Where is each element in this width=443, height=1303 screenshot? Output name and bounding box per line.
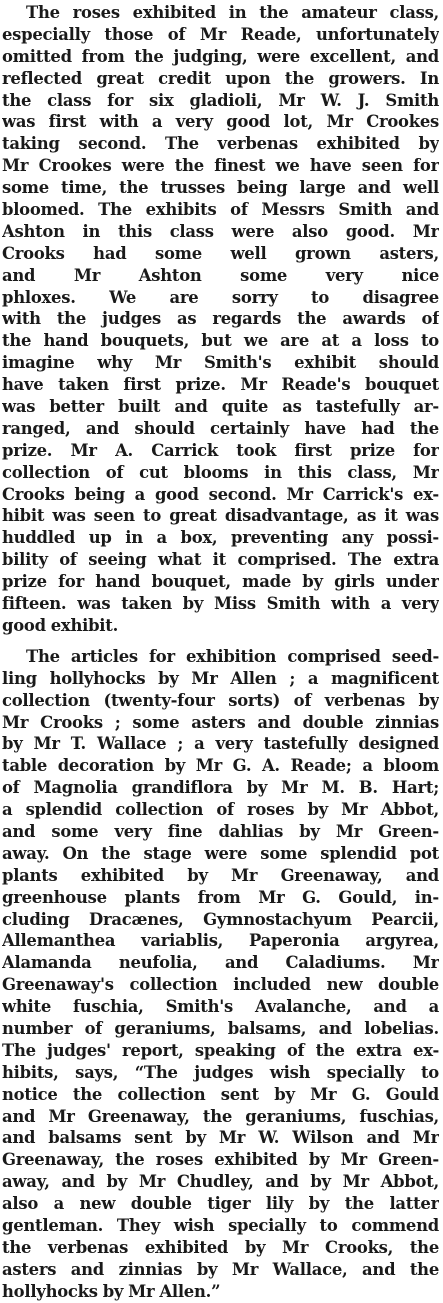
text-line: taking second. The verbenas exhibited by xyxy=(2,134,439,154)
text-line: prize. Mr A. Carrick took first prize for xyxy=(2,440,439,460)
text-line: omitted from the judging, were excellent, and xyxy=(2,46,439,66)
text-line: the class for six gladioli, Mr W. J. Smith xyxy=(2,90,439,110)
text-line: Mr Crooks ; some asters and double zinnias xyxy=(2,712,439,732)
text-line: Crooks being a good second. Mr Carrick's ex- xyxy=(2,484,439,504)
text-line: cluding Dracænes, Gymnostachyum Pearcii, xyxy=(2,909,439,929)
text-line: phloxes. We are sorry to disagree xyxy=(2,287,439,307)
text-line: prize for hand bouquet, made by girls under xyxy=(2,572,439,592)
text-line: asters and zinnias by Mr Wallace, and the xyxy=(2,1259,439,1279)
text-line: Allemanthea variablis, Paperonia argyrea, xyxy=(2,931,439,951)
text-line: The judges' report, speaking of the extra ex- xyxy=(2,1040,439,1060)
text-line: gentleman. They wish specially to commend xyxy=(2,1215,439,1235)
text-line: Greenaway, the roses exhibited by Mr Green- xyxy=(2,1150,439,1170)
text-line: imagine why Mr Smith's exhibit should xyxy=(2,353,439,373)
paragraph-roses-amateur-class xyxy=(2,2,439,637)
text-line: bility of seeing what it comprised. The extra xyxy=(2,550,439,570)
text-line: huddled up in a box, preventing any possi- xyxy=(2,528,439,548)
text-line: number of geraniums, balsams, and lobelias. xyxy=(2,1018,439,1038)
text-line: The articles for exhibition comprised seed- xyxy=(26,646,439,666)
text-line: away. On the stage were some splendid pot xyxy=(2,843,439,863)
text-line: greenhouse plants from Mr G. Gould, in- xyxy=(2,887,439,907)
text-line: ling hollyhocks by Mr Allen ; a magnificent xyxy=(2,668,439,688)
text-line: Ashton in this class were also good. Mr xyxy=(2,221,439,241)
text-line: table decoration by Mr G. A. Reade; a bloom xyxy=(2,756,439,776)
text-line: the verbenas exhibited by Mr Crooks, the xyxy=(2,1237,439,1257)
text-line: plants exhibited by Mr Greenaway, and xyxy=(2,865,439,885)
text-line: hollyhocks by Mr Allen.” xyxy=(2,1281,221,1301)
text-line: collection (twenty-four sorts) of verbenas by xyxy=(2,690,439,710)
text-line: bloomed. The exhibits of Messrs Smith and xyxy=(2,200,439,220)
text-line: with the judges as regards the awards of xyxy=(2,309,439,329)
text-line: and some very fine dahlias by Mr Green- xyxy=(2,821,439,841)
text-line: and balsams sent by Mr W. Wilson and Mr xyxy=(2,1128,439,1148)
text-line: by Mr T. Wallace ; a very tastefully designed xyxy=(2,734,439,754)
text-line: a splendid collection of roses by Mr Abbot, xyxy=(2,800,439,820)
text-line: reflected great credit upon the growers. In xyxy=(2,68,439,88)
text-line: Mr Crookes were the finest we have seen for xyxy=(2,156,439,176)
text-line: hibit was seen to great disadvantage, as it was xyxy=(2,506,439,526)
text-line: Greenaway's collection included new double xyxy=(2,975,439,995)
text-line: away, and by Mr Chudley, and by Mr Abbot, xyxy=(2,1172,439,1192)
text-line: ranged, and should certainly have had the xyxy=(2,418,439,438)
paragraph-exhibition-articles xyxy=(2,646,439,1303)
text-line: also a new double tiger lily by the latter xyxy=(2,1194,439,1214)
text-line: The roses exhibited in the amateur class, xyxy=(26,3,439,22)
text-line: have taken first prize. Mr Reade's bouquet xyxy=(2,375,439,395)
text-line: of Magnolia grandiflora by Mr M. B. Hart; xyxy=(2,778,439,798)
text-line: and Mr Ashton some very nice xyxy=(2,265,439,285)
text-line: hibits, says, “The judges wish specially to xyxy=(2,1062,439,1082)
text-line: was first with a very good lot, Mr Crookes xyxy=(2,112,439,132)
text-line: white fuschia, Smith's Avalanche, and a xyxy=(2,997,439,1017)
text-line: Crooks had some well grown asters, xyxy=(2,243,439,263)
text-line: especially those of Mr Reade, unfortunately xyxy=(2,24,439,44)
text-line: some time, the trusses being large and well xyxy=(2,178,439,198)
text-line: good exhibit. xyxy=(2,615,119,635)
text-line: Alamanda neufolia, and Caladiums. Mr xyxy=(2,953,439,973)
text-line: notice the collection sent by Mr G. Gould xyxy=(2,1084,439,1104)
text-line: was better built and quite as tastefully ar- xyxy=(2,397,439,417)
text-line: the hand bouquets, but we are at a loss to xyxy=(2,331,439,351)
text-line: collection of cut blooms in this class, Mr xyxy=(2,462,439,482)
text-line: and Mr Greenaway, the geraniums, fuschias, xyxy=(2,1106,439,1126)
text-line: fifteen. was taken by Miss Smith with a very xyxy=(2,594,439,614)
